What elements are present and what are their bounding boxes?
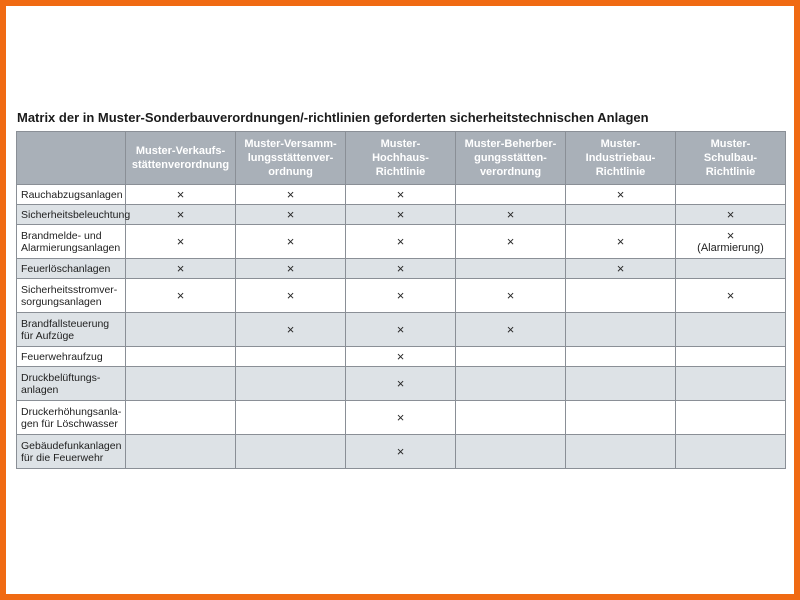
matrix-cell [676,185,786,205]
matrix-cell [676,401,786,435]
matrix-cell [346,347,456,367]
cross-mark-icon: × [176,187,185,202]
matrix-cell [126,347,236,367]
matrix-cell [236,401,346,435]
matrix-cell [456,205,566,225]
table-row [17,347,786,367]
matrix-cell [236,259,346,279]
matrix-cell [456,259,566,279]
cross-mark-icon: × [286,322,295,337]
row-label: Brandmelde- und Alarmierungsanlagen [17,225,126,259]
matrix-cell [236,279,346,313]
cross-mark-icon: × [286,187,295,202]
matrix-cell [236,313,346,347]
cross-mark-icon: × [616,187,625,202]
requirements-matrix [16,131,786,469]
cross-mark-icon: × [176,261,185,276]
matrix-cell [126,313,236,347]
matrix-cell [566,347,676,367]
cross-mark-icon: × [396,322,405,337]
header-row [17,132,786,185]
cross-mark-icon: × [396,261,405,276]
matrix-cell [566,313,676,347]
matrix-cell [346,205,456,225]
matrix-cell [236,205,346,225]
cross-mark-icon: × [396,410,405,425]
matrix-cell [566,205,676,225]
row-label: Druckerhöhungsanla- gen für Löschwasser [17,401,126,435]
cross-mark-icon: × [396,444,405,459]
row-label: Sicherheitsstromver- sorgungsanlagen [17,279,126,313]
cross-mark-icon: × [396,349,405,364]
matrix-cell [236,367,346,401]
matrix-cell [346,401,456,435]
matrix-body [17,185,786,469]
matrix-cell [566,279,676,313]
matrix-cell [126,435,236,469]
matrix-cell [676,435,786,469]
matrix-cell [456,225,566,259]
cross-mark-icon: × [176,207,185,222]
table-row [17,205,786,225]
table-row [17,259,786,279]
matrix-cell [346,367,456,401]
table-row [17,279,786,313]
row-label: Gebäudefunkanlagen für die Feuerwehr [17,435,126,469]
column-header: Muster- Industriebau- Richtlinie [566,132,676,185]
column-header: Muster- Schulbau- Richtlinie [676,132,786,185]
matrix-cell [456,367,566,401]
matrix-cell [456,347,566,367]
table-row [17,401,786,435]
matrix-cell [566,401,676,435]
column-header: Muster-Versamm- lungsstättenver- ordnung [236,132,346,185]
cross-mark-icon: × [506,207,515,222]
row-label: Rauchabzugsanlagen [17,185,126,205]
cross-mark-icon: × [176,234,185,249]
cross-mark-icon: × [286,261,295,276]
cross-mark-icon: × [286,288,295,303]
row-label: Brandfallsteuerung für Aufzüge [17,313,126,347]
matrix-cell [566,259,676,279]
matrix-cell [456,279,566,313]
matrix-cell [456,435,566,469]
matrix-cell [236,225,346,259]
column-header: Muster- Hochhaus- Richtlinie [346,132,456,185]
cross-mark-icon: × [506,322,515,337]
matrix-cell [126,279,236,313]
row-label: Sicherheitsbeleuchtung [17,205,126,225]
matrix-cell [346,259,456,279]
column-header: Muster-Beherber- gungsstätten- verordnung [456,132,566,185]
matrix-cell [676,259,786,279]
cross-mark-icon: × [726,207,735,222]
row-label: Feuerlöschanlagen [17,259,126,279]
matrix-cell [346,435,456,469]
matrix-cell [456,313,566,347]
cross-mark-icon: × [396,207,405,222]
matrix-cell [566,367,676,401]
matrix-cell [676,205,786,225]
matrix-cell [236,435,346,469]
matrix-cell [676,313,786,347]
cross-mark-icon: × [396,376,405,391]
row-label: Druckbelüftungs- anlagen [17,367,126,401]
cross-mark-icon: × [286,207,295,222]
matrix-cell [346,185,456,205]
cross-mark-icon: × [726,228,735,243]
cross-mark-icon: × [396,187,405,202]
matrix-cell [126,367,236,401]
matrix-cell [676,347,786,367]
matrix-cell [236,185,346,205]
table-row [17,185,786,205]
matrix-cell [126,225,236,259]
matrix-cell [676,279,786,313]
matrix-cell [456,185,566,205]
matrix-cell [126,401,236,435]
matrix-cell [346,313,456,347]
matrix-cell [456,401,566,435]
table-row [17,367,786,401]
matrix-cell [126,259,236,279]
cross-mark-icon: × [506,234,515,249]
cross-mark-icon: × [396,234,405,249]
cross-mark-icon: × [396,288,405,303]
row-label: Feuerwehraufzug [17,347,126,367]
table-title: Matrix der in Muster-Sonderbauverordnungen/-richtlinien geforderten sicherheitstechnischen Anlagen [17,110,649,125]
matrix-cell [676,225,786,259]
matrix-cell [566,185,676,205]
matrix-cell [236,347,346,367]
matrix-cell [126,205,236,225]
cross-mark-icon: × [176,288,185,303]
cross-mark-icon: × [726,288,735,303]
cross-mark-icon: × [286,234,295,249]
matrix-cell [346,225,456,259]
cross-mark-icon: × [616,261,625,276]
matrix-cell [566,435,676,469]
matrix-cell [566,225,676,259]
matrix-cell [126,185,236,205]
cross-mark-icon: × [616,234,625,249]
cross-mark-icon: × [506,288,515,303]
matrix-cell [676,367,786,401]
column-header: Muster-Verkaufs- stättenverordnung [126,132,236,185]
table-row [17,225,786,259]
table-row [17,313,786,347]
header-corner-cell [17,132,126,185]
cell-note: (Alarmierung) [697,242,764,254]
table-row [17,435,786,469]
matrix-cell [346,279,456,313]
